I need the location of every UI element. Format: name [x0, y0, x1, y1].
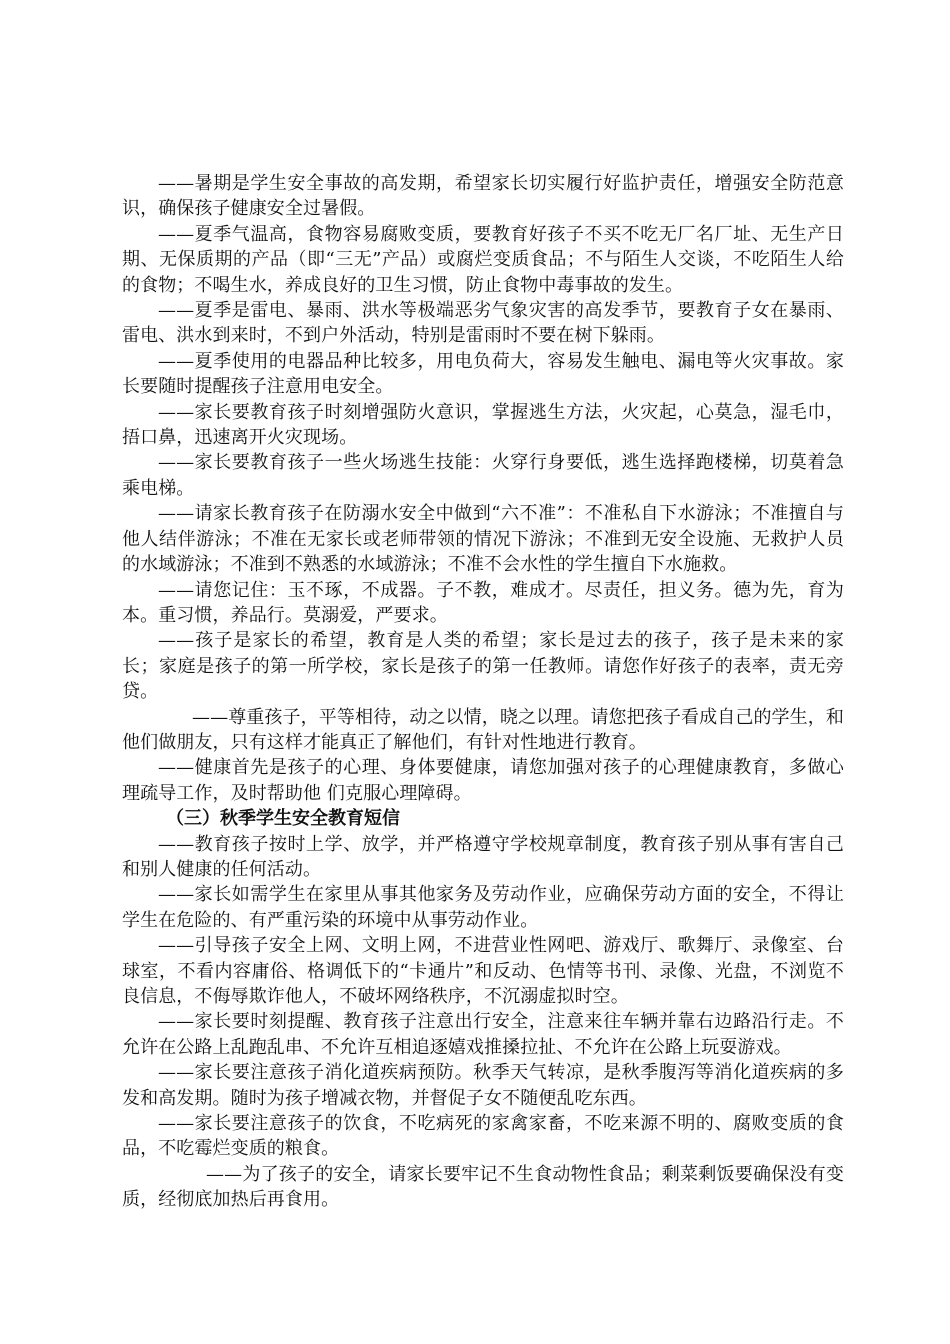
paragraph-autumn-7: ——为了孩子的安全，请家长要牢记不生食动物性食品；剩菜剩饭要确保没有变质，经彻底加热后再食用。 — [122, 1163, 844, 1211]
paragraph-summer-5: ——家长要教育孩子时刻增强防火意识，掌握逃生方法，火灾起，心莫急，湿毛巾，捂口鼻，迅速离开火灾现场。 — [122, 401, 844, 449]
paragraph-summer-4: ——夏季使用的电器品种比较多，用电负荷大，容易发生触电、漏电等火灾事故。家长要随时提醒孩子注意用电安全。 — [122, 350, 844, 398]
paragraph-autumn-1: ——教育孩子按时上学、放学，并严格遵守学校规章制度，教育孩子别从事有害自己和别人健康的任何活动。 — [122, 833, 844, 880]
paragraph-summer-9: ——孩子是家长的希望，教育是人类的希望；家长是过去的孩子，孩子是未来的家长；家庭是孩子的第一所学校，家长是孩子的第一任教师。请您作好孩子的表率，责无旁贷。 — [122, 630, 844, 703]
paragraph-summer-1: ——暑期是学生安全事故的高发期，希望家长切实履行好监护责任，增强安全防范意识，确保孩子健康安全过暑假。 — [122, 173, 844, 220]
paragraph-autumn-6: ——家长要注意孩子的饮食，不吃病死的家禽家畜，不吃来源不明的、腐败变质的食品，不吃霉烂变质的粮食。 — [122, 1113, 844, 1160]
section-heading-autumn: （三）秋季学生安全教育短信 — [166, 808, 400, 830]
paragraph-autumn-2: ——家长如需学生在家里从事其他家务及劳动作业，应确保劳动方面的安全，不得让学生在危险的、有严重污染的环境中从事劳动作业。 — [122, 884, 844, 931]
document-page — [122, 171, 844, 1213]
paragraph-summer-3: ——夏季是雷电、暴雨、洪水等极端恶劣气象灾害的高发季节，要教育子女在暴雨、雷电、洪水到来时，不到户外活动，特别是雷雨时不要在树下躲雨。 — [122, 300, 844, 347]
paragraph-summer-10: ——尊重孩子，平等相待，动之以情，晓之以理。请您把孩子看成自己的学生，和他们做朋友，只有这样才能真正了解他们，有针对性地进行教育。 — [122, 706, 844, 753]
paragraph-autumn-5: ——家长要注意孩子消化道疾病预防。秋季天气转凉，是秋季腹泻等消化道疾病的多发和高发期。随时为孩子增减衣物，并督促子女不随便乱吃东西。 — [122, 1062, 844, 1109]
paragraph-autumn-4: ——家长要时刻提醒、教育孩子注意出行安全，注意来往车辆并靠右边路沿行走。不允许在公路上乱跑乱串、不允许互相追逐嬉戏推搡拉扯、不允许在公路上玩耍游戏。 — [122, 1011, 844, 1058]
paragraph-summer-6: ——家长要教育孩子一些火场逃生技能：火穿行身要低，逃生选择跑楼梯，切莫着急乘电梯。 — [122, 452, 844, 499]
paragraph-summer-11: ——健康首先是孩子的心理、身体要健康，请您加强对孩子的心理健康教育，多做心理疏导工作，及时帮助他 们克服心理障碍。 — [122, 757, 844, 804]
paragraph-summer-2: ——夏季气温高，食物容易腐败变质，要教育好孩子不买不吃无厂名厂址、无生产日期、无保质期的产品（即“三无”产品）或腐烂变质食品；不与陌生人交谈，不吃陌生人给的食物；不喝生水，养成良好的卫生习惯，防止食物中毒事故的发生。 — [122, 223, 844, 296]
paragraph-summer-8: ——请您记住：玉不琢，不成器。子不教，难成才。尽责任，担义务。德为先，育为本。重习惯，养品行。莫溺爱，严要求。 — [122, 579, 844, 626]
paragraph-autumn-3: ——引导孩子安全上网、文明上网，不进营业性网吧、游戏厅、歌舞厅、录像室、台球室，不看内容庸俗、格调低下的“卡通片”和反动、色情等书刊、录像、光盘，不浏览不良信息，不侮辱欺诈他人，不破坏网络秩序，不沉溺虚拟时空。 — [122, 935, 844, 1007]
paragraph-summer-7: ——请家长教育孩子在防溺水安全中做到“六不准”：不准私自下水游泳；不准擅自与他人结伴游泳；不准在无家长或老师带领的情况下游泳；不准到无安全设施、无救护人员的水域游泳；不准到不熟悉的水域游泳；不准不会水性的学生擅自下水施救。 — [122, 503, 844, 576]
